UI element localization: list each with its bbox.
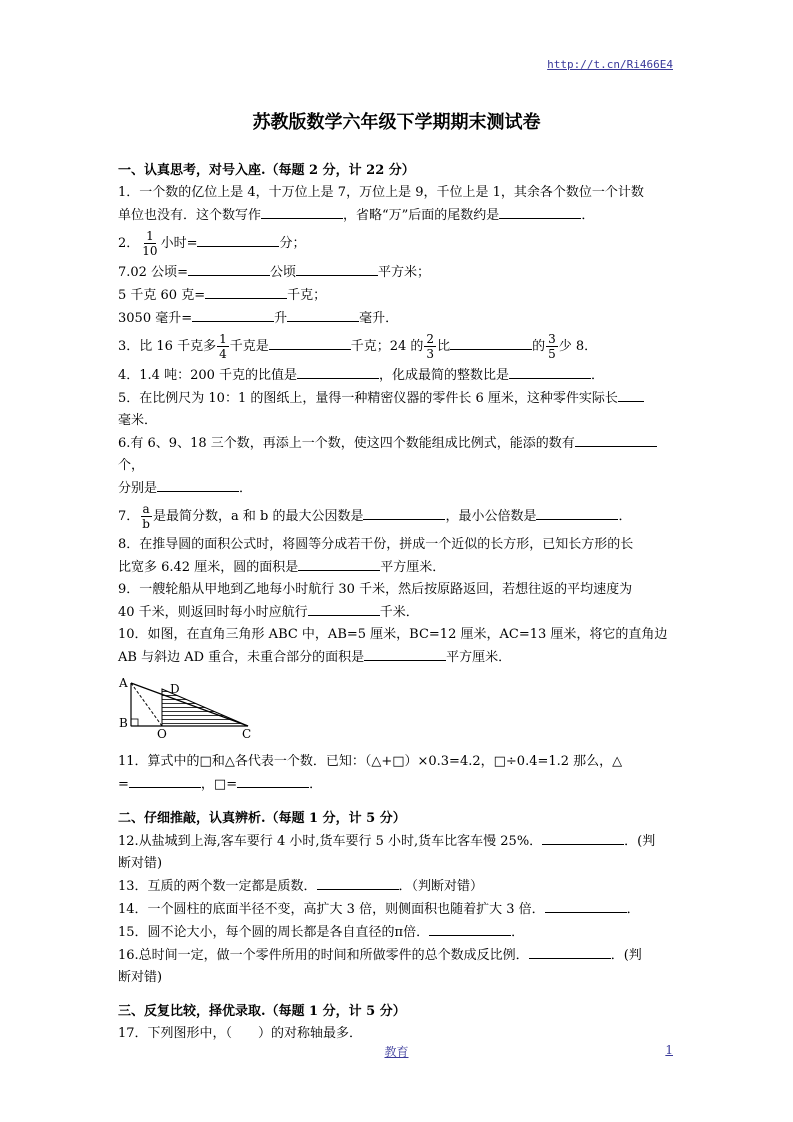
question-11: 11．算式中的□和△各代表一个数．已知：（△+□）×0.3=4.2，□÷0.4=1.2 那么，△ = ，□= ． [118, 754, 623, 792]
question-12: 12.从盐城到上海,客车要行 4 小时,货车要行 5 小时,货车比客车慢 25%． ．(判 断对错) [118, 830, 674, 875]
question-4: 4．1.4 吨：200 千克的比值是 ，化成最简的整数比是 ． [118, 364, 674, 387]
answer-blank[interactable] [237, 773, 309, 788]
answer-blank[interactable] [536, 505, 618, 520]
answer-blank[interactable] [542, 830, 624, 845]
footer-link[interactable]: 教育 [384, 1045, 409, 1059]
answer-blank[interactable] [197, 232, 279, 247]
triangle-diagram [118, 675, 674, 747]
question-16: 16.总时间一定，做一个零件所用的时间和所做零件的总个数成反比例． ．(判 断对错) [118, 944, 674, 989]
answer-blank[interactable] [129, 773, 201, 788]
label-a: A [119, 676, 128, 690]
label-o: O [157, 727, 167, 739]
question-2: 2． $\frac{1}{10}$ 小时= 分； [118, 229, 306, 258]
question-2b: 7.02 公顷= 公顷 平方米； [118, 261, 674, 284]
answer-blank[interactable] [261, 204, 343, 219]
answer-blank[interactable] [296, 261, 378, 276]
page-title: 苏教版数学六年级下学期期末测试卷 [252, 112, 541, 133]
question-15: 15．圆不论大小，每个圆的周长都是各自直径的π倍． ． [118, 921, 674, 944]
answer-blank[interactable] [529, 944, 611, 959]
answer-blank[interactable] [618, 387, 644, 402]
section-1-heading: 一、认真思考，对号入座.（每题 2 分，计 22 分） [118, 163, 415, 178]
page-number: 1 [665, 1043, 673, 1057]
question-8: 8．在推导圆的面积公式时，将圆等分成若干份，拼成一个近似的长方形，已知长方形的长 比宽多 6.42 厘米，圆的面积是 平方厘米． [118, 537, 634, 575]
answer-blank[interactable] [364, 646, 446, 661]
answer-blank[interactable] [499, 204, 581, 219]
question-6: 6.有 6、9、18 三个数，再添上一个数，使这四个数能组成比例式，能添的数有个， 分别是 ． [118, 432, 674, 500]
fraction: $\frac{1}{10}$ [142, 229, 158, 258]
section-3-heading: 三、反复比较，择优录取.（每题 1 分，计 5 分） [118, 1004, 406, 1019]
question-2c: 5 千克 60 克= 千克； [118, 284, 674, 307]
answer-blank[interactable] [269, 335, 351, 350]
answer-blank[interactable] [363, 505, 445, 520]
dashed-ao [131, 683, 162, 726]
answer-blank[interactable] [157, 477, 239, 492]
answer-blank[interactable] [509, 364, 591, 379]
question-2d: 3050 毫升= 升 毫升． [118, 307, 674, 330]
answer-blank[interactable] [188, 261, 270, 276]
question-5: 5．在比例尺为 10：1 的图纸上，量得一种精密仪器的零件长 6 厘米，这种零件实际长 毫米． [118, 387, 674, 432]
answer-blank[interactable] [429, 921, 511, 936]
question-13: 13．互质的两个数一定都是质数． ．（判断对错） [118, 875, 674, 898]
answer-blank[interactable] [545, 898, 627, 913]
answer-blank[interactable] [317, 875, 399, 890]
question-17: 17．下列图形中，（ ）的对称轴最多． [118, 1026, 363, 1041]
question-14: 14．一个圆柱的底面半径不变，高扩大 3 倍，则侧面积也随着扩大 3 倍． ． [118, 898, 674, 921]
question-3: 3．比 16 千克多 $\frac{1}{4}$ 千克是 千克；24 的 $\frac{2}{3}$ 比 的 $\frac{3}{5}$ 少 8． [118, 332, 598, 361]
answer-blank[interactable] [287, 307, 359, 322]
header-url[interactable]: http://t.cn/Ri466E4 [547, 58, 673, 71]
answer-blank[interactable] [575, 432, 657, 447]
question-7: 7． $\frac{a}{b}$ 是最简分数，a 和 b 的最大公因数是 ，最小公倍数是 ． [118, 502, 632, 531]
label-c: C [242, 727, 252, 739]
triangle-figure [118, 675, 258, 739]
fraction: $\frac{1}{4}$ [219, 332, 227, 361]
question-1: 1．一个数的亿位上是 4，十万位上是 7，万位上是 9，千位上是 1，其余各个数位一个计数 单位也没有．这个数写作 ，省略“万”后面的尾数约是 ． [118, 185, 644, 223]
answer-blank[interactable] [205, 284, 287, 299]
fraction: $\frac{2}{3}$ [426, 332, 435, 361]
answer-blank[interactable] [450, 335, 532, 350]
fraction: $\frac{a}{b}$ [142, 502, 150, 531]
right-angle-mark [131, 719, 138, 726]
section-2-heading: 二、仔细推敲，认真辨析.（每题 1 分，计 5 分） [118, 811, 406, 826]
exam-content [118, 160, 674, 1045]
answer-blank[interactable] [298, 556, 380, 571]
answer-blank[interactable] [308, 601, 380, 616]
label-b: B [119, 716, 128, 730]
answer-blank[interactable] [297, 364, 379, 379]
question-9: 9．一艘轮船从甲地到乙地每小时航行 30 千米，然后按原路返回，若想往返的平均速度为 40 千米，则返回时每小时应航行 千米． [118, 582, 633, 620]
fraction: $\frac{3}{5}$ [548, 332, 556, 361]
question-10: 10．如图，在直角三角形 ABC 中，AB=5 厘米，BC=12 厘米，AC=13 厘米，将它的直角边 AB 与斜边 AD 重合，未重合部分的面积是 平方厘米． [118, 627, 668, 665]
answer-blank[interactable] [192, 307, 274, 322]
label-d: D [170, 682, 180, 696]
